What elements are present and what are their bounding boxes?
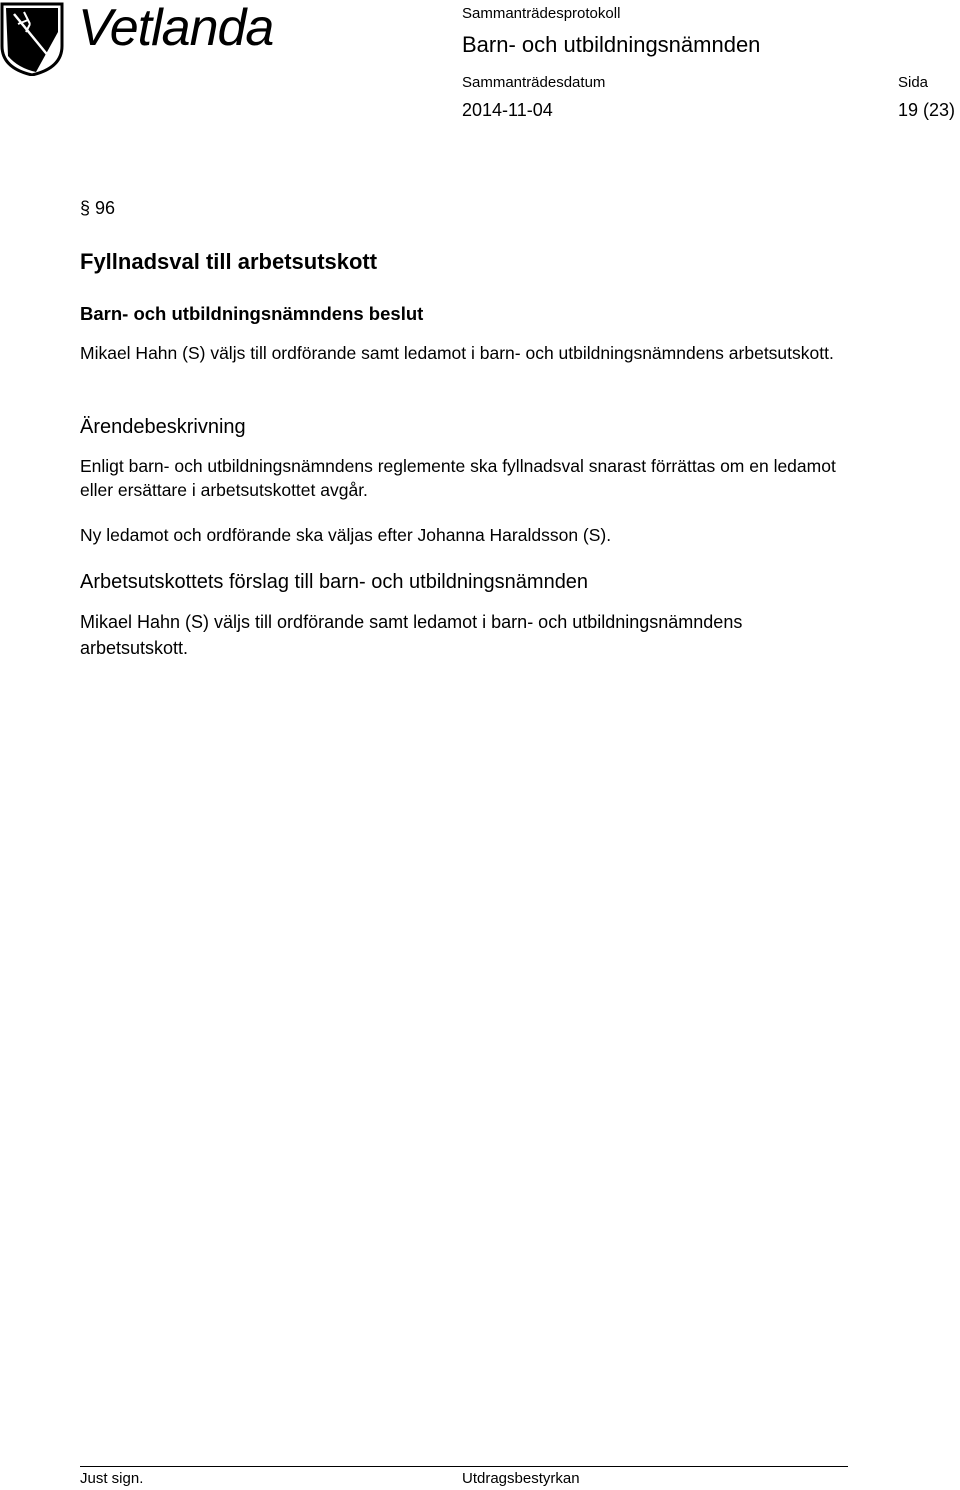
section-title: Fyllnadsval till arbetsutskott (80, 249, 378, 274)
page-label: Sida (898, 74, 929, 91)
meeting-date-label: Sammanträdesdatum (462, 74, 606, 91)
meeting-date-value: 2014-11-04 (462, 100, 553, 120)
description-paragraph: Enligt barn- och utbildningsnämndens reglemente ska fyllnadsval snarast förrättas om en ledamot eller ersättare i arbetsutskottet avgår. (80, 456, 836, 500)
decision-heading: Barn- och utbildningsnämndens beslut (80, 303, 424, 324)
municipal-shield-icon (0, 2, 64, 76)
decision-text: Mikael Hahn (S) väljs till ordförande samt ledamot i barn- och utbildningsnämndens arbetsutskott. (80, 343, 834, 363)
proposal-heading: Arbetsutskottets förslag till barn- och utbildningsnämnden (80, 571, 589, 593)
footer-extract-label: Utdragsbestyrkan (462, 1470, 580, 1487)
footer-signature-label: Just sign. (80, 1470, 144, 1487)
footer-divider (80, 1466, 848, 1467)
logo-wordmark: Vetlanda (78, 0, 274, 57)
committee-name: Barn- och utbildningsnämnden (462, 32, 761, 57)
description-paragraph: Ny ledamot och ordförande ska väljas efter Johanna Haraldsson (S). (80, 525, 612, 545)
paragraph-reference: § 96 (80, 198, 116, 218)
description-heading: Ärendebeskrivning (80, 416, 246, 438)
page-number: 19 (23) (898, 100, 956, 120)
protocol-label: Sammanträdesprotokoll (462, 5, 621, 22)
proposal-text: Mikael Hahn (S) väljs till ordförande samt ledamot i barn- och utbildningsnämndens arbetsutskott. (80, 612, 743, 658)
